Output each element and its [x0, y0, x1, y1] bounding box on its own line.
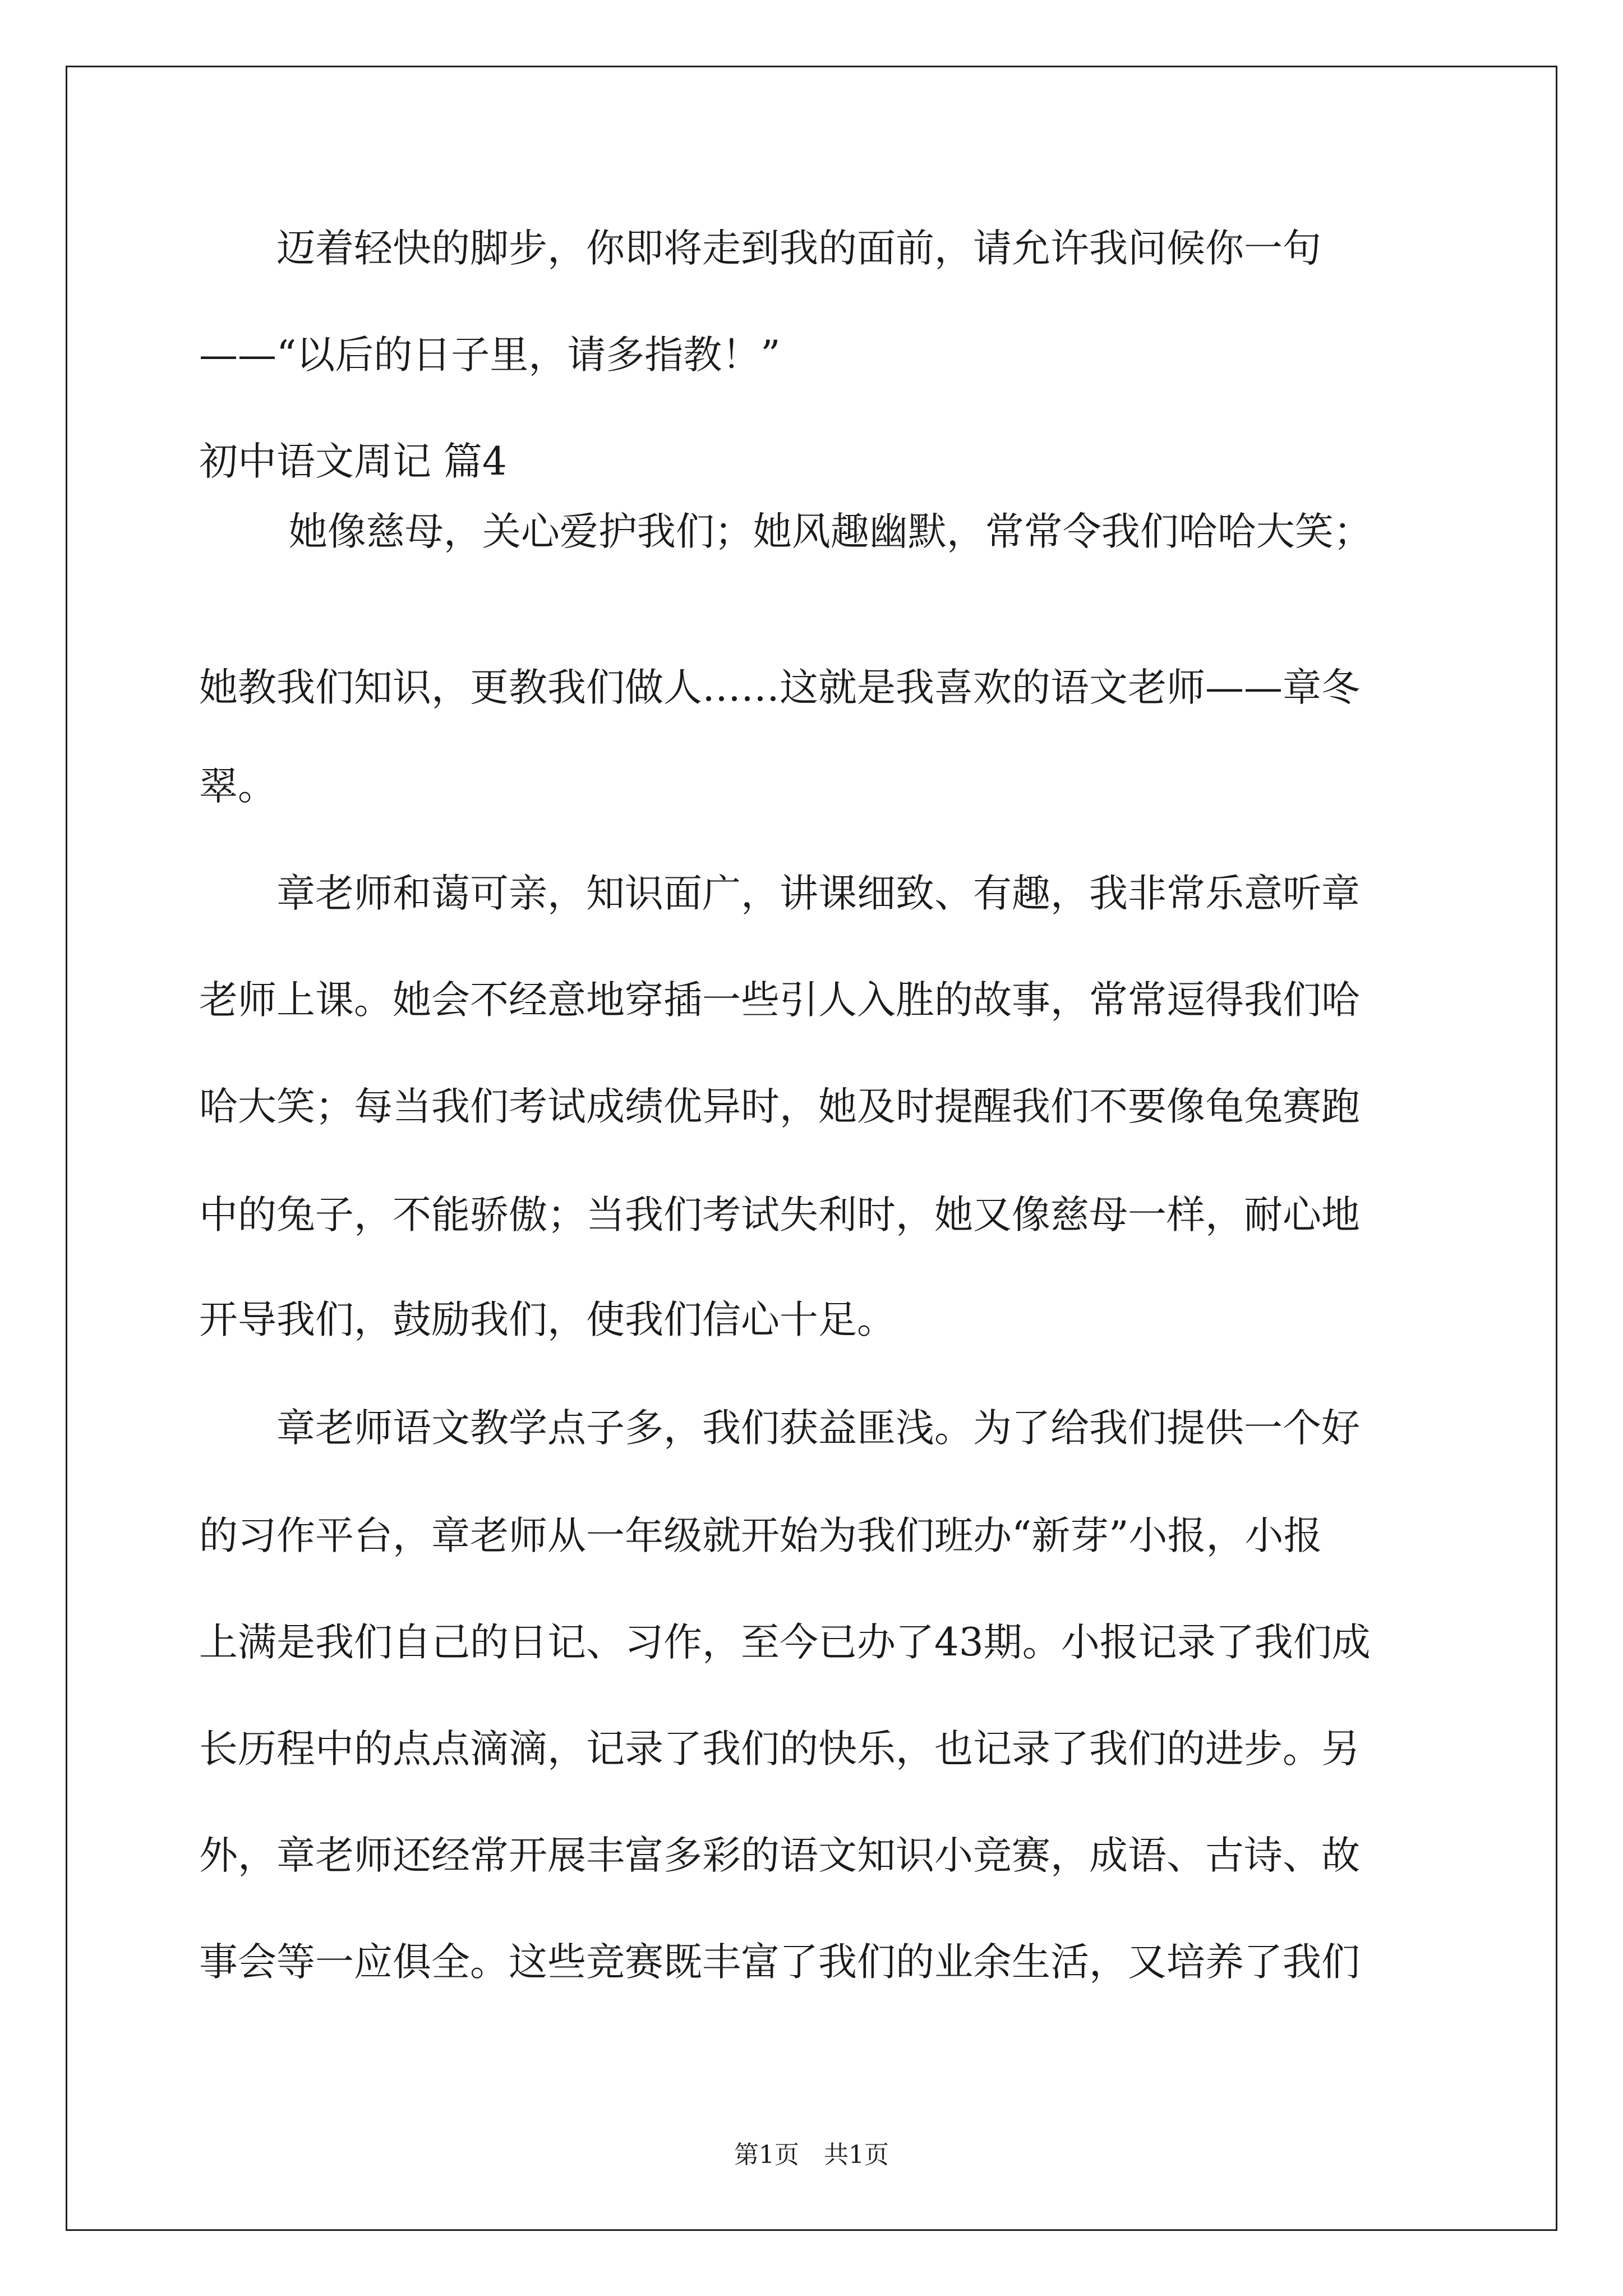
text-line: 长历程中的点点滴滴，记录了我们的快乐，也记录了我们的进步。另 — [199, 1727, 1360, 1772]
text-line: 她教我们知识，更教我们做人……这就是我喜欢的语文老师——章冬 — [199, 665, 1360, 710]
text-line: 中的兔子，不能骄傲；当我们考试失利时，她又像慈母一样，耐心地 — [199, 1193, 1360, 1237]
text-line: 的习作平台，章老师从一年级就开始为我们班办“新芽”小报，小报 — [199, 1513, 1322, 1558]
text-line: 外，章老师还经常开展丰富多彩的语文知识小竞赛，成语、古诗、故 — [199, 1833, 1360, 1878]
text-line: 哈大笑；每当我们考试成绩优异时，她及时提醒我们不要像龟兔赛跑 — [199, 1084, 1360, 1129]
text-line: 事会等一应俱全。这些竞赛既丰富了我们的业余生活，又培养了我们 — [199, 1940, 1360, 1985]
text-line: 翠。 — [199, 764, 276, 809]
text-line: 上满是我们自己的日记、习作，至今已办了43期。小报记录了我们成 — [199, 1620, 1371, 1665]
text-line: 她像慈母，关心爱护我们；她风趣幽默，常常令我们哈哈大笑； — [199, 509, 1372, 554]
page-number: 第1页 共1页 — [734, 2141, 889, 2169]
text-line: 老师上课。她会不经意地穿插一些引人入胜的故事，常常逗得我们哈 — [199, 978, 1360, 1023]
text-line: 迈着轻快的脚步，你即将走到我的面前，请允许我问候你一句 — [199, 226, 1321, 271]
text-line: 章老师和蔼可亲，知识面广，讲课细致、有趣，我非常乐意听章 — [199, 871, 1360, 916]
section-heading: 初中语文周记 篇4 — [199, 439, 507, 484]
text-line: ——“以后的日子里，请多指教！” — [199, 333, 781, 378]
text-line: 章老师语文教学点子多，我们获益匪浅。为了给我们提供一个好 — [199, 1406, 1360, 1451]
text-line: 开导我们，鼓励我们，使我们信心十足。 — [199, 1297, 896, 1342]
page-border — [66, 66, 1557, 2231]
